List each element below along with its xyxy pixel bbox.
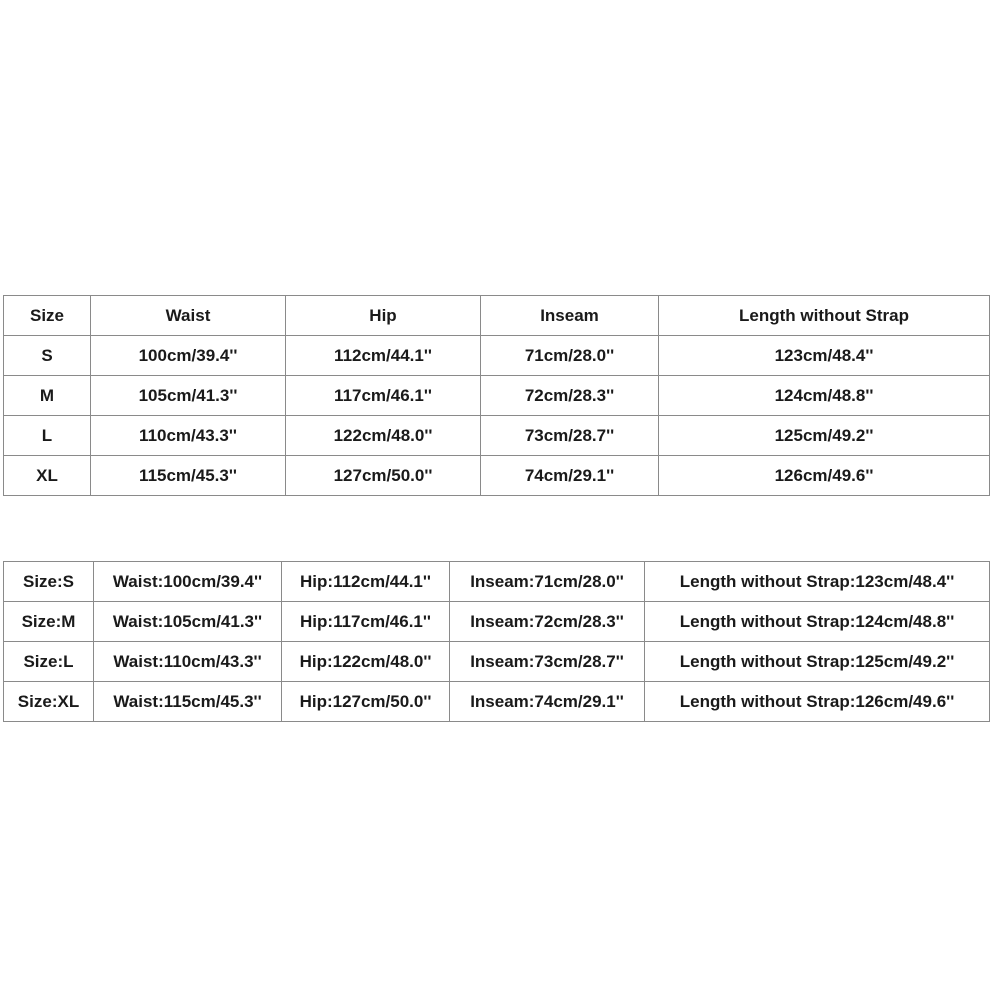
cell-size: S (4, 336, 91, 376)
cell-inseam: Inseam:74cm/29.1'' (450, 682, 645, 722)
cell-waist: 105cm/41.3'' (91, 376, 286, 416)
cell-hip: Hip:117cm/46.1'' (282, 602, 450, 642)
header-size: Size (4, 296, 91, 336)
table-header-row (4, 296, 990, 336)
cell-length: 126cm/49.6'' (659, 456, 990, 496)
cell-hip: 112cm/44.1'' (286, 336, 481, 376)
cell-length: Length without Strap:123cm/48.4'' (645, 562, 990, 602)
cell-size: M (4, 376, 91, 416)
table-row (4, 682, 990, 722)
cell-inseam: Inseam:71cm/28.0'' (450, 562, 645, 602)
cell-waist: Waist:105cm/41.3'' (94, 602, 282, 642)
header-length: Length without Strap (659, 296, 990, 336)
table-row (4, 456, 990, 496)
cell-size: Size:XL (4, 682, 94, 722)
cell-inseam: 72cm/28.3'' (481, 376, 659, 416)
cell-length: 123cm/48.4'' (659, 336, 990, 376)
table-row (4, 376, 990, 416)
cell-waist: Waist:110cm/43.3'' (94, 642, 282, 682)
cell-length: 125cm/49.2'' (659, 416, 990, 456)
header-inseam: Inseam (481, 296, 659, 336)
cell-hip: 117cm/46.1'' (286, 376, 481, 416)
cell-inseam: Inseam:72cm/28.3'' (450, 602, 645, 642)
table-row (4, 602, 990, 642)
cell-inseam: Inseam:73cm/28.7'' (450, 642, 645, 682)
cell-hip: 127cm/50.0'' (286, 456, 481, 496)
table-row (4, 642, 990, 682)
cell-hip: 122cm/48.0'' (286, 416, 481, 456)
cell-inseam: 74cm/29.1'' (481, 456, 659, 496)
table-row (4, 562, 990, 602)
cell-length: 124cm/48.8'' (659, 376, 990, 416)
cell-size: Size:M (4, 602, 94, 642)
cell-length: Length without Strap:125cm/49.2'' (645, 642, 990, 682)
cell-waist: Waist:100cm/39.4'' (94, 562, 282, 602)
cell-inseam: 73cm/28.7'' (481, 416, 659, 456)
cell-waist: Waist:115cm/45.3'' (94, 682, 282, 722)
size-chart-table (3, 295, 990, 496)
cell-hip: Hip:122cm/48.0'' (282, 642, 450, 682)
table-row (4, 336, 990, 376)
cell-hip: Hip:112cm/44.1'' (282, 562, 450, 602)
cell-waist: 110cm/43.3'' (91, 416, 286, 456)
cell-size: Size:S (4, 562, 94, 602)
cell-waist: 115cm/45.3'' (91, 456, 286, 496)
cell-inseam: 71cm/28.0'' (481, 336, 659, 376)
cell-hip: Hip:127cm/50.0'' (282, 682, 450, 722)
size-chart-inline-table (3, 561, 990, 722)
cell-size: XL (4, 456, 91, 496)
cell-length: Length without Strap:124cm/48.8'' (645, 602, 990, 642)
cell-waist: 100cm/39.4'' (91, 336, 286, 376)
cell-length: Length without Strap:126cm/49.6'' (645, 682, 990, 722)
table-row (4, 416, 990, 456)
header-hip: Hip (286, 296, 481, 336)
cell-size: Size:L (4, 642, 94, 682)
cell-size: L (4, 416, 91, 456)
header-waist: Waist (91, 296, 286, 336)
